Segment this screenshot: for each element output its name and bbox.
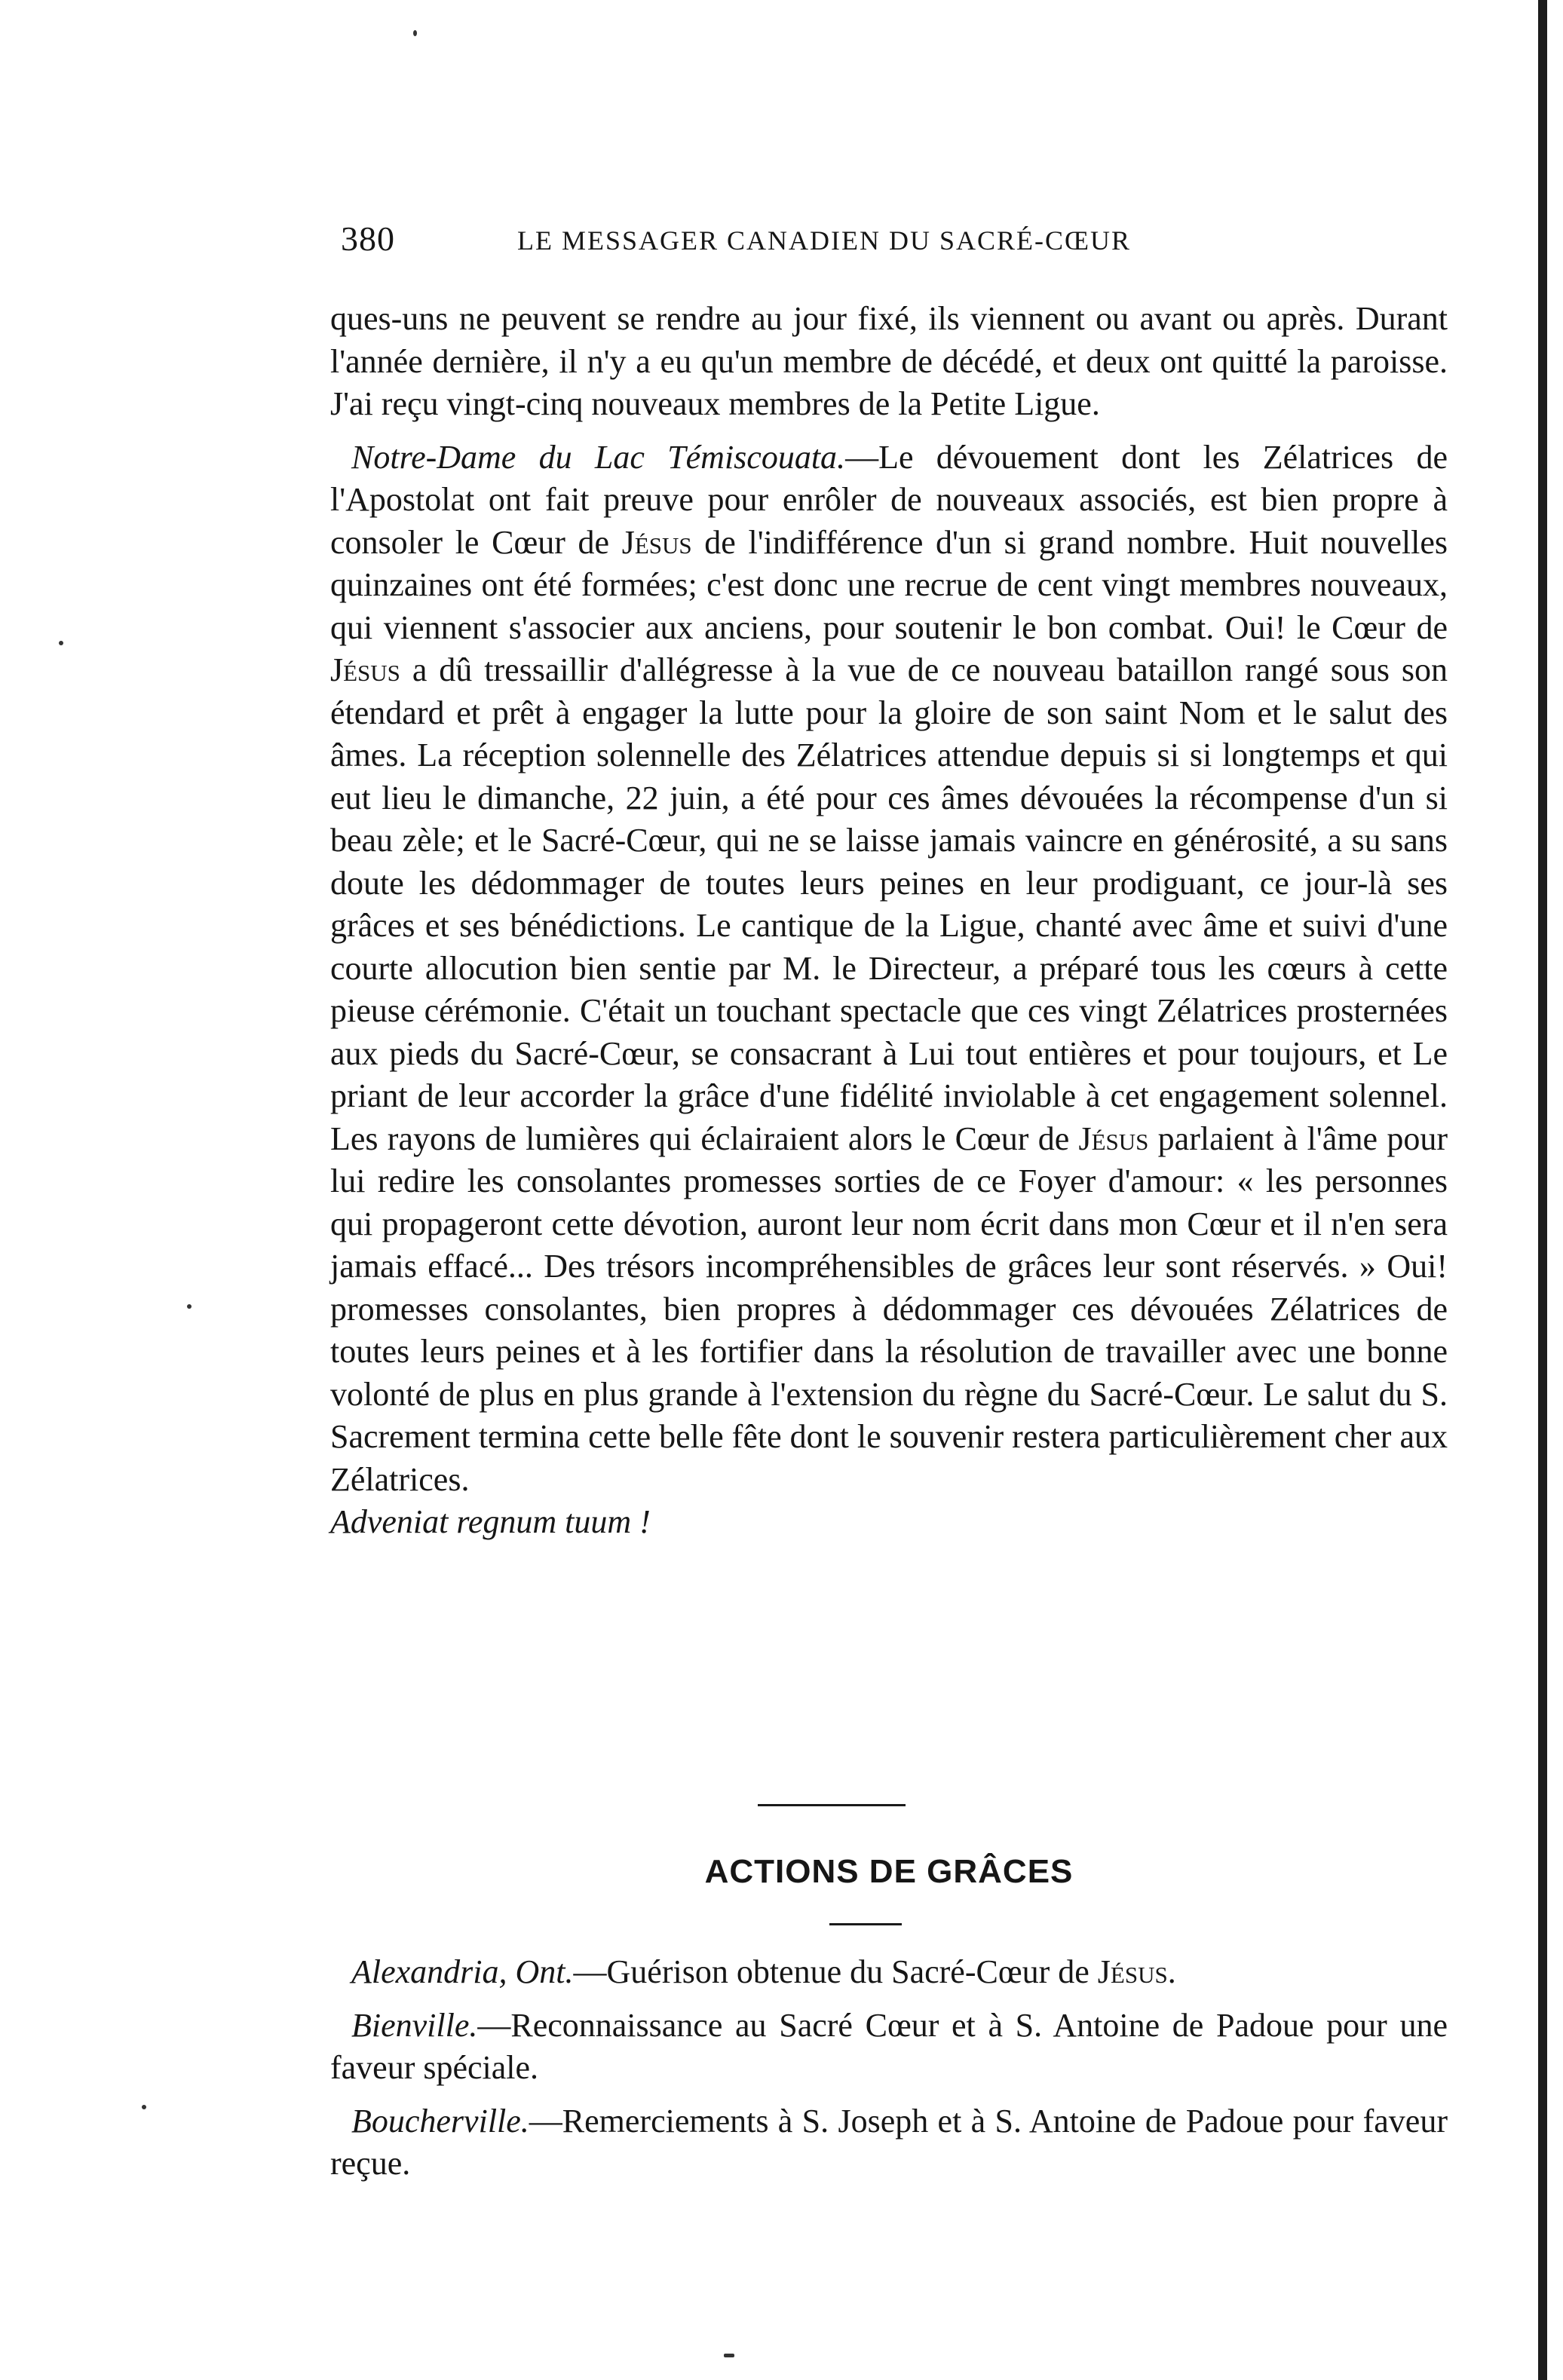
grace-text: —Reconnaissance au Sacré Cœur et à S. Antoine de Padoue pour une faveur spéciale. — [330, 2006, 1448, 2086]
page-number: 380 — [341, 219, 395, 258]
separator-rule — [758, 1804, 906, 1806]
paragraph-continuation: ques-uns ne peuvent se rendre au jour fixé, ils viennent ou avant ou après. Durant l'année dernière, il n'y a eu qu'un membre de décédé, et deux ont quitté la paroisse. J'ai reçu vingt-cinq nouveaux membres de la Petite Ligue. — [330, 300, 1448, 422]
page-header — [326, 219, 1215, 264]
scan-speck — [59, 641, 63, 645]
title-underline-rule — [829, 1923, 902, 1925]
graces-list — [330, 1951, 1448, 2196]
grace-text-end: . — [1167, 1953, 1176, 1990]
name-jesus: Jésus — [1097, 1953, 1168, 1990]
grace-text: —Guérison obtenue du Sacré-Cœur de — [573, 1953, 1098, 1990]
name-jesus: Jésus — [1078, 1120, 1149, 1157]
scan-speck — [142, 2105, 146, 2109]
closing-latin: Adveniat regnum tuum ! — [330, 1503, 651, 1540]
grace-place: Boucherville. — [351, 2102, 529, 2140]
scan-speck — [187, 1304, 192, 1309]
name-jesus: Jésus — [621, 523, 692, 561]
grace-entry — [330, 2100, 1448, 2185]
grace-text: —Remerciements à S. Joseph et à S. Antoine de Padoue pour faveur reçue. — [330, 2102, 1448, 2182]
grace-place: Bienville. — [351, 2006, 478, 2044]
grace-entry — [330, 1951, 1448, 1994]
paragraph-temiscouata — [330, 436, 1448, 1544]
text-segment: de l'indifférence d'un si grand nombre. Huit nouvelles quinzaines ont été formées; c'est donc une recrue de cent vingt membres nouveaux, qui viennent s'associer aux anciens, pour soutenir le bon combat. Oui! le Cœur de — [330, 523, 1448, 646]
text-segment: parlaient à l'âme pour lui redire les consolantes promesses sorties de ce Foyer d'amour: « les personnes qui propageront cette dévotion, auront leur nom écrit dans mon Cœur et il n'en sera jamais effacé... Des trésors incompréhensibles de grâces leur sont réservés. » Oui! promesses consolantes, bien propres à dédommager ces dévouées Zélatrices de toutes leurs peines et à les fortifier dans la résolution de travailler avec une bonne volonté de plus en plus grande à l'extension du règne du Sacré-Cœur. Le salut du S. Sacrement termina cette belle fête dont le souvenir restera particulièrement cher aux Zélatrices. — [330, 1120, 1448, 1498]
scan-speck — [413, 30, 417, 36]
main-text-block — [330, 298, 1448, 1544]
grace-place: Alexandria, Ont. — [351, 1953, 574, 1990]
section-title: ACTIONS DE GRÂCES — [704, 1853, 1074, 1890]
name-jesus: Jésus — [330, 651, 400, 688]
running-title: LE MESSAGER CANADIEN DU SACRÉ-CŒUR — [517, 225, 1132, 256]
place-name: Notre-Dame du Lac Témiscouata. — [351, 438, 846, 476]
scan-margin-edge — [1538, 0, 1547, 2380]
scan-speck — [724, 2354, 734, 2357]
text-segment: —Le dévouement dont les Zélatrices de l'Apostolat ont fait preuve pour enrôler de nouveaux associés, est bien propre à consoler le Cœur de — [330, 438, 1448, 561]
grace-entry — [330, 2005, 1448, 2090]
text-segment: a dû tressaillir d'allégresse à la vue de ce nouveau bataillon rangé sous son étendard et prêt à engager la lutte pour la gloire de son saint Nom et le salut des âmes. La réception solennelle des Zélatrices attendue depuis si si longtemps et qui eut lieu le dimanche, 22 juin, a été pour ces âmes dévouées la récompense d'un si beau zèle; et le Sacré-Cœur, qui ne se laisse jamais vaincre en générosité, a su sans doute les dédommager de toutes leurs peines en leur prodiguant, ce jour-là ses grâces et ses bénédictions. Le cantique de la Ligue, chanté avec âme et suivi d'une courte allocution bien sentie par M. le Directeur, a préparé tous les cœurs à cette pieuse cérémonie. C'était un touchant spectacle que ces vingt Zélatrices prosternées aux pieds du Sacré-Cœur, se consacrant à Lui tout entières et pour toujours, et Le priant de leur accorder la grâce d'une fidélité inviolable à cet engagement solennel. Les rayons de lumières qui éclairaient alors le Cœur de — [330, 651, 1448, 1157]
